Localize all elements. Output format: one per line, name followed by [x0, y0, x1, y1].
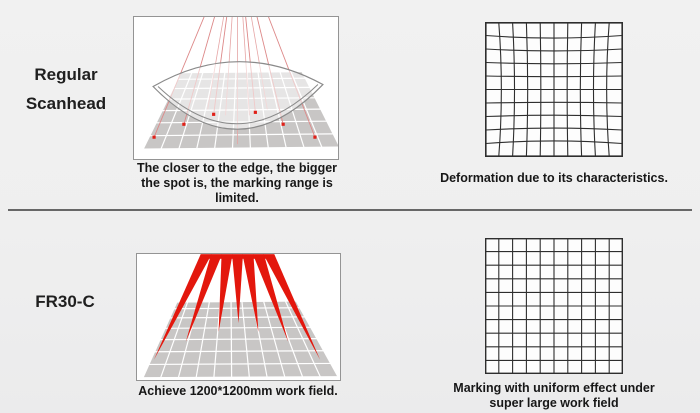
regular-diagram-caption: [118, 161, 356, 206]
uniform-grid: [486, 239, 623, 374]
fr30c-diagram-caption: Achieve 1200*1200mm work field.: [138, 384, 338, 398]
regular-scanhead-title: [0, 60, 132, 118]
work-field-grid: [143, 301, 338, 378]
section-divider: [8, 209, 692, 211]
fr30c-diagram-svg: [137, 254, 340, 380]
deformed-grid-svg: [485, 22, 623, 157]
uniform-grid-caption: [438, 381, 670, 411]
caption-line: Marking with uniform effect under: [453, 381, 655, 395]
deformed-grid-caption: Deformation due to its characteristics.: [440, 171, 668, 185]
caption-line: The closer to the edge, the bigger: [136, 161, 338, 175]
caption-line: super large work field: [489, 396, 619, 410]
uniform-grid-svg: [485, 238, 623, 374]
caption-line: the spot is, the marking range is limited.: [141, 176, 333, 205]
fr30c-title: FR30-C: [35, 292, 95, 311]
deformed-grid: [486, 23, 622, 156]
regular-scanhead-diagram: [133, 16, 339, 160]
title-line: Scanhead: [25, 94, 107, 113]
fr30c-diagram: [136, 253, 341, 381]
regular-scanhead-diagram-svg: [134, 17, 338, 159]
title-line: Regular: [34, 65, 98, 84]
